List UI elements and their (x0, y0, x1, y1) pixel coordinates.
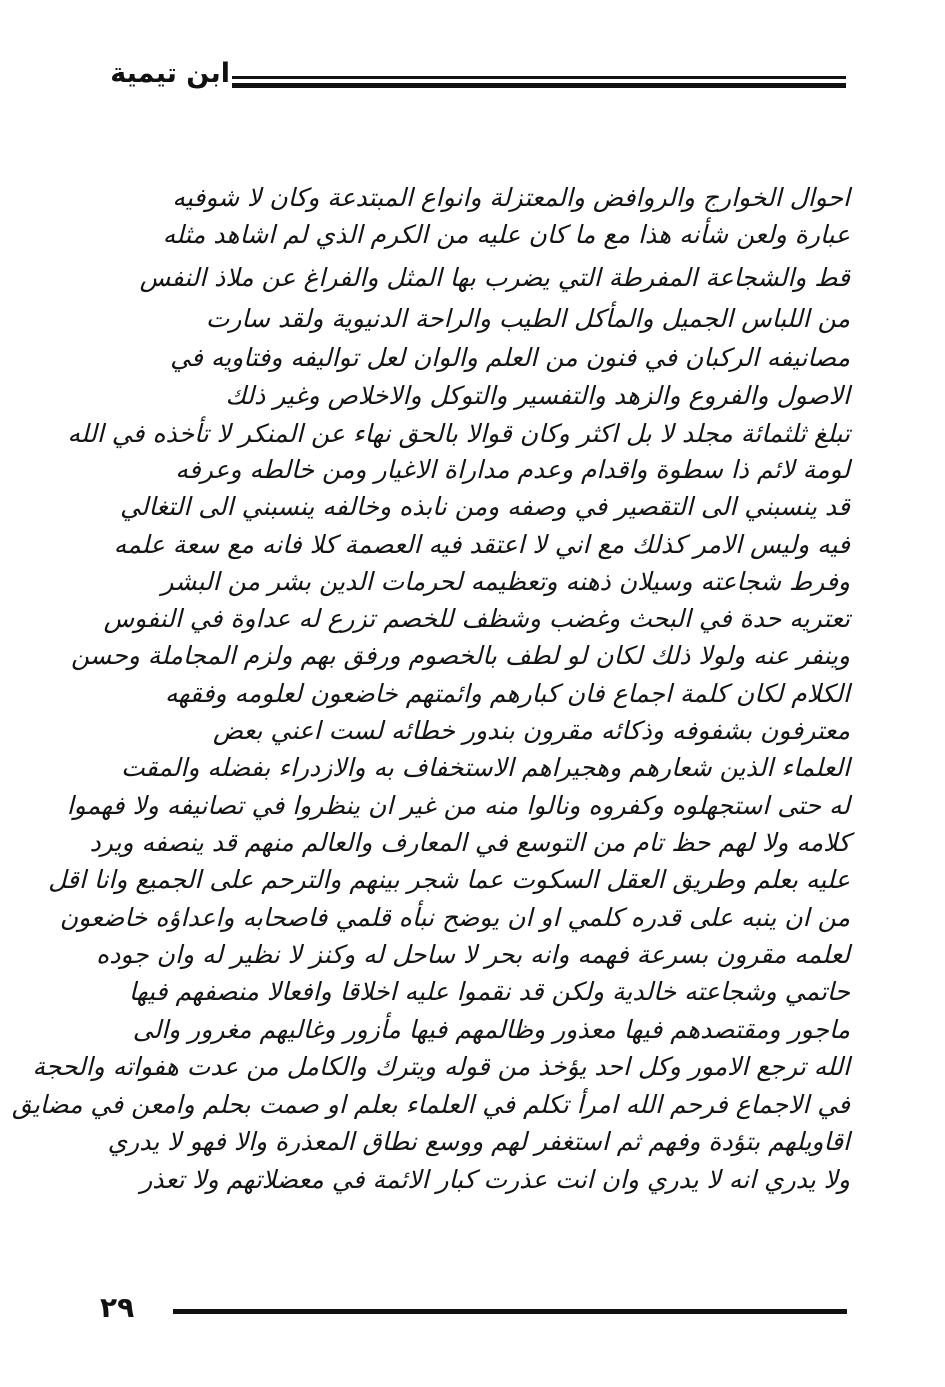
manuscript-line: احوال الخوارج والروافض والمعتزلة وانواع المبتدعة وكان لا شوفيه (172, 183, 850, 212)
header-rule-thin (232, 76, 846, 79)
manuscript-line: الاصول والفروع والزهد والتفسير والتوكل والاخلاص وغير ذلك (225, 381, 850, 410)
manuscript-line: كلامه ولا لهم حظ تام من التوسع في المعارف والعالم منهم قد ينصفه ويرد (89, 828, 850, 857)
manuscript-line: ولا يدري انه لا يدري وان انت عذرت كبار الائمة في معضلاتهم ولا تعذر (140, 1165, 850, 1194)
manuscript-line: وفرط شجاعته وسيلان ذهنه وتعظيمه لحرمات الدين بشر من البشر (161, 567, 850, 596)
manuscript-line: له حتى استجهلوه وكفروه ونالوا منه من غير ان ينظروا في تصانيفه ولا فهموا (66, 791, 850, 820)
manuscript-line: الله ترجع الامور وكل احد يؤخذ من قوله ويترك والكامل من عدت هفواته والحجة (32, 1052, 850, 1081)
manuscript-line: اقاويلهم بتؤدة وفهم ثم استغفر لهم ووسع نطاق المعذرة والا فهو لا يدري (107, 1127, 850, 1156)
running-header-title: ابن تيمية (110, 58, 230, 89)
manuscript-line: ماجور ومقتصدهم فيها معذور وظالمهم فيها مأزور وغاليهم مغرور والى (132, 1015, 850, 1044)
manuscript-line: معترفون بشفوفه وذكائه مقرون بندور خطائه لست اعني بعض (212, 716, 850, 745)
header-rule-thick (232, 83, 846, 88)
manuscript-line: الكلام لكان كلمة اجماع فان كبارهم وائمتهم خاضعون لعلومه وفقهه (164, 679, 850, 708)
manuscript-line: عليه بعلم وطريق العقل السكوت عما شجر بينهم والترحم على الجميع وانا اقل (48, 865, 850, 894)
manuscript-line: في الاجماع فرحم الله امرأ تكلم في العلماء بعلم او صمت بحلم وامعن في مضايق (11, 1090, 850, 1119)
manuscript-line: من اللباس الجميل والمأكل الطيب والراحة الدنيوية ولقد سارت (205, 304, 850, 333)
manuscript-line: فيه وليس الامر كذلك مع اني لا اعتقد فيه العصمة كلا فانه مع سعة علمه (113, 530, 850, 559)
manuscript-line: العلماء الذين شعارهم وهجيراهم الاستخفاف به والازدراء بفضله والمقت (121, 753, 850, 782)
manuscript-line: تعتريه حدة في البحث وغضب وشظف للخصم تزرع له عداوة في النفوس (103, 604, 850, 633)
manuscript-line: من ان ينبه على قدره كلمي او ان يوضح نبأه قلمي فاصحابه واعداؤه خاضعون (59, 903, 850, 932)
manuscript-line: قط والشجاعة المفرطة التي يضرب بها المثل والفراغ عن ملاذ النفس (139, 263, 850, 292)
manuscript-text-block (11, 178, 850, 1208)
manuscript-line: مصانيفه الركبان في فنون من العلم والوان لعل تواليفه وفتاويه في (170, 343, 850, 372)
manuscript-line: قد ينسبني الى التقصير في وصفه ومن نابذه وخالفه ينسبني الى التغالي (120, 492, 850, 521)
page-number: ٢٩ (100, 1291, 135, 1324)
footer-rule (173, 1309, 847, 1314)
manuscript-line: لومة لائم ذا سطوة واقدام وعدم مداراة الاغيار ومن خالطه وعرفه (175, 455, 850, 484)
manuscript-line: حاتمي وشجاعته خالدية ولكن قد نقموا عليه اخلاقا وافعالا منصفهم فيها (128, 977, 850, 1006)
manuscript-line: عبارة ولعن شأنه هذا مع ما كان عليه من الكرم الذي لم اشاهد مثله (162, 220, 850, 249)
manuscript-line: وينفر عنه ولولا ذلك لكان لو لطف بالخصوم ورفق بهم ولزم المجاملة وحسن (71, 641, 850, 670)
header-double-rule (232, 76, 846, 90)
manuscript-line: لعلمه مقرون بسرعة فهمه وانه بحر لا ساحل له وكنز لا نظير له وان جوده (96, 940, 850, 969)
manuscript-line: تبلغ ثلثمائة مجلد لا بل اكثر وكان قوالا بالحق نهاء عن المنكر لا تأخذه في الله (67, 419, 850, 448)
